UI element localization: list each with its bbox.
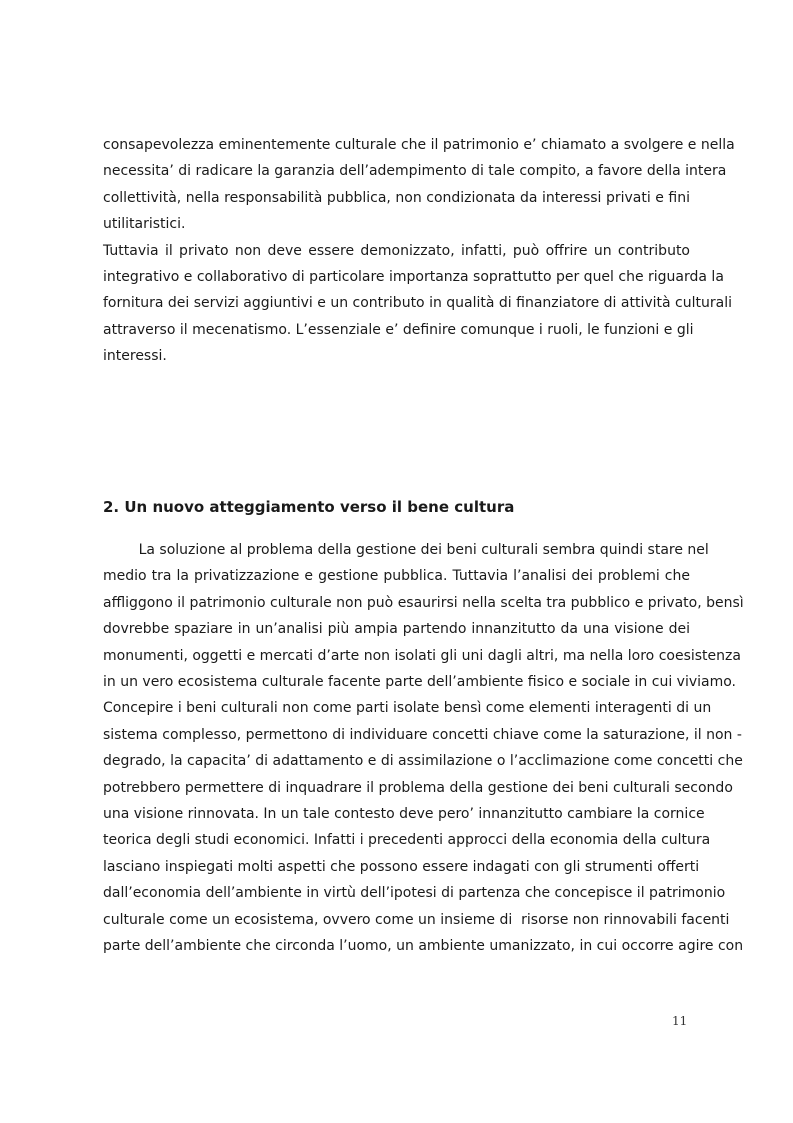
body-text-section-2 [103, 537, 744, 960]
text-line: affliggono il patrimonio culturale non può esaurirsi nella scelta tra pubblico e privato, bensì [103, 594, 744, 611]
text-line: culturale come un ecosistema, ovvero come un insieme di risorse non rinnovabili facenti [103, 911, 730, 928]
text-line: monumenti, oggetti e mercati d’arte non isolati gli uni dagli altri, ma nella loro coesistenza [103, 647, 741, 664]
text-line: collettività, nella responsabilità pubblica, non condizionata da interessi privati e fini [103, 189, 690, 206]
page-number: 11 [672, 1014, 688, 1028]
body-text-section-1 [103, 132, 735, 370]
text-line: La soluzione al problema della gestione dei beni culturali sembra quindi stare nel [103, 542, 709, 558]
text-line: dall’economia dell’ambiente in virtù dell’ipotesi di partenza che concepisce il patrimonio [103, 885, 726, 902]
text-line: necessita’ di radicare la garanzia dell’adempimento di tale compito, a favore della intera [103, 163, 727, 180]
text-line: degrado, la capacita’ di adattamento e di assimilazione o l’acclimazione come concetti che [103, 753, 743, 770]
text-line: una visione rinnovata. In un tale contesto deve pero’ innanzitutto cambiare la cornice [103, 806, 705, 823]
text-line: dovrebbe spaziare in un’analisi più ampia partendo innanzitutto da una visione dei [103, 621, 690, 638]
text-line: utilitaristici. [103, 216, 186, 233]
text-line: parte dell’ambiente che circonda l’uomo, un ambiente umanizzato, in cui occorre agire con [103, 938, 744, 955]
text-line: attraverso il mecenatismo. L’essenziale e’ definire comunque i ruoli, le funzioni e gli [103, 321, 694, 338]
paragraph-1 [103, 132, 735, 238]
text-line: lasciano inspiegati molti aspetti che possono essere indagati con gli strumenti offerti [103, 858, 700, 875]
text-line: fornitura dei servizi aggiuntivi e un contributo in qualità di finanziatore di attività culturali [103, 295, 732, 312]
text-line: teorica degli studi economici. Infatti i precedenti approcci della economia della cultura [103, 832, 711, 849]
text-line: interessi. [103, 348, 167, 365]
paragraph-2 [103, 238, 732, 370]
text-line: sistema complesso, permettono di individuare concetti chiave come la saturazione, il non - [103, 726, 742, 743]
text-line: Concepire i beni culturali non come parti isolate bensì come elementi interagenti di un [103, 700, 712, 717]
text-line: in un vero ecosistema culturale facente parte dell’ambiente fisico e sociale in cui viviamo. [103, 674, 737, 691]
text-line: integrativo e collaborativo di particolare importanza soprattutto per quel che riguarda la [103, 269, 724, 286]
text-line: Tuttavia il privato non deve essere demonizzato, infatti, può offrire un contributo [103, 242, 690, 259]
text-line: consapevolezza eminentemente culturale che il patrimonio e’ chiamato a svolgere e nella [103, 137, 735, 153]
text-line: potrebbero permettere di inquadrare il problema della gestione dei beni culturali secondo [103, 779, 733, 796]
paragraph-3 [103, 537, 744, 960]
text-line: medio tra la privatizzazione e gestione pubblica. Tuttavia l’analisi dei problemi che [103, 568, 690, 585]
section-heading: 2. Un nuovo atteggiamento verso il bene cultura [103, 498, 515, 516]
